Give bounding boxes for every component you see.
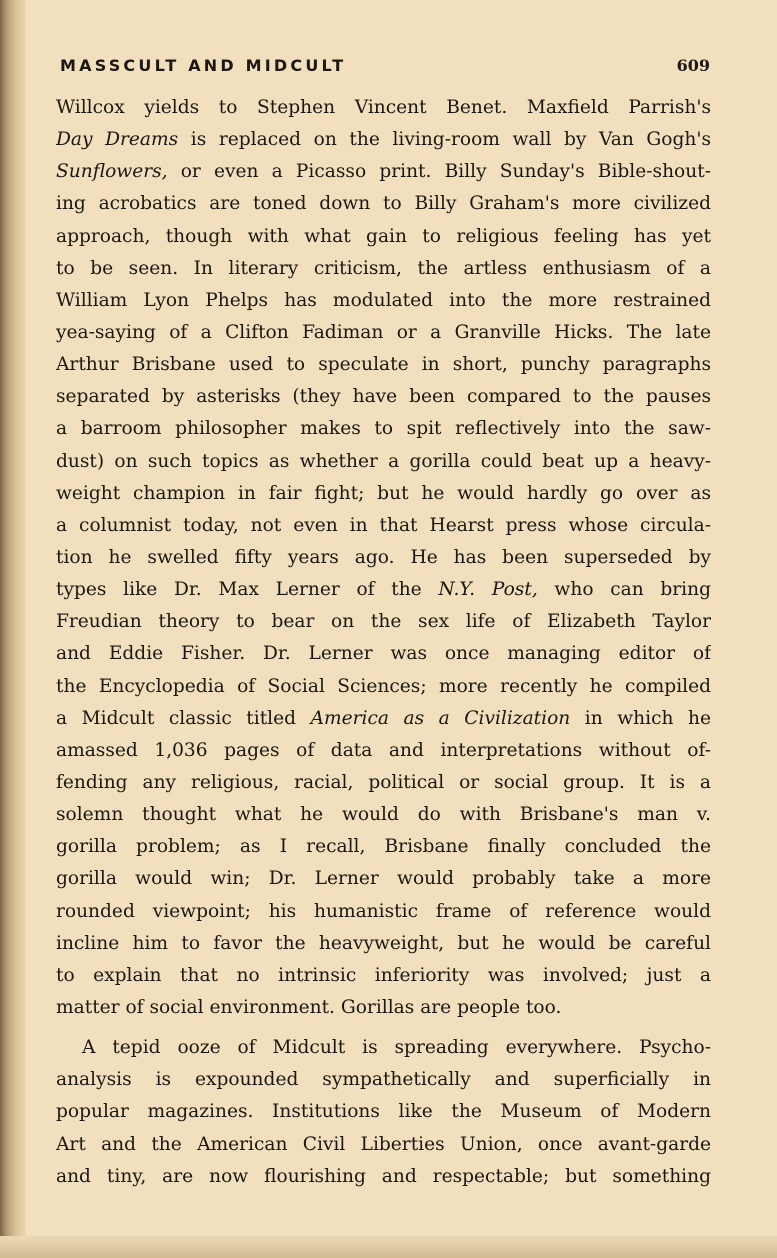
text-line	[56, 831, 711, 863]
line-text: rounded viewpoint; his humanistic frame of reference would	[56, 900, 711, 922]
body-text	[56, 92, 711, 1193]
text-line	[56, 928, 711, 960]
text-line	[56, 188, 711, 220]
text-line	[56, 542, 711, 574]
text-line	[56, 638, 711, 670]
line-text: tion he swelled fifty years ago. He has been superseded by	[56, 546, 711, 568]
text-line	[56, 735, 711, 767]
line-text: a columnist today, not even in that Hearst press whose circula-	[56, 514, 711, 536]
text-line	[56, 478, 711, 510]
line-text: incline him to favor the heavyweight, but he would be careful	[56, 932, 711, 954]
line-text: or even a Picasso print. Billy Sunday's Bible-shout-	[167, 161, 711, 183]
text-line	[56, 92, 711, 124]
line-text: and Eddie Fisher. Dr. Lerner was once managing editor of	[56, 643, 711, 665]
line-text: to be seen. In literary criticism, the artless enthusiasm of a	[56, 257, 711, 279]
page-bottom-edge	[0, 1236, 777, 1258]
paragraph-gap	[56, 1024, 711, 1032]
text-line	[56, 606, 711, 638]
line-text: Willcox yields to Stephen Vincent Benet. Maxfield Parrish's	[56, 97, 711, 118]
text-line	[56, 446, 711, 478]
line-text: a barroom philosopher makes to spit reflectively into the saw-	[56, 418, 711, 440]
line-text: dust) on such topics as whether a gorilla could beat up a heavy-	[56, 450, 711, 472]
line-text: is replaced on the living-room wall by Van Gogh's	[178, 129, 711, 151]
line-text: and tiny, are now flourishing and respectable; but something	[56, 1165, 711, 1187]
text-line	[56, 156, 711, 188]
text-line	[56, 510, 711, 542]
running-head-title: MASSCULT AND MIDCULT	[60, 56, 347, 75]
text-line	[56, 1096, 711, 1128]
line-text: fending any religious, racial, political or social group. It is a	[56, 771, 711, 793]
text-line	[56, 285, 711, 317]
page-gutter-shadow	[0, 0, 26, 1258]
text-line	[56, 992, 711, 1024]
line-text: to explain that no intrinsic inferiority was involved; just a	[56, 964, 711, 986]
line-text: the Encyclopedia of Social Sciences; more recently he compiled	[56, 675, 711, 697]
line-text: gorilla problem; as I recall, Brisbane finally concluded the	[56, 836, 711, 858]
line-text: approach, though with what gain to religious feeling has yet	[56, 225, 711, 247]
line-text: Art and the American Civil Liberties Union, once avant-garde	[56, 1133, 711, 1155]
text-line	[56, 1161, 711, 1193]
italic-title: Day Dreams	[56, 129, 179, 151]
line-text: Arthur Brisbane used to speculate in short, punchy paragraphs	[56, 354, 711, 376]
page-number: 609	[676, 56, 710, 75]
italic-title: N.Y. Post,	[438, 579, 538, 601]
line-text: who can bring	[537, 579, 711, 601]
text-line	[56, 317, 711, 349]
line-text: types like Dr. Max Lerner of the	[56, 579, 439, 601]
text-line	[56, 960, 711, 992]
text-line	[56, 349, 711, 381]
text-line	[56, 863, 711, 895]
text-line	[56, 253, 711, 285]
italic-title: America as a Civilization	[310, 707, 571, 729]
text-line	[56, 1032, 711, 1064]
text-line	[56, 574, 711, 606]
text-line	[56, 896, 711, 928]
running-head	[60, 56, 710, 80]
text-line	[56, 671, 711, 703]
line-text: yea-saying of a Clifton Fadiman or a Granville Hicks. The late	[56, 321, 711, 343]
text-line	[56, 221, 711, 253]
line-text: ing acrobatics are toned down to Billy Graham's more civilized	[56, 193, 711, 215]
line-text: A tepid ooze of Midcult is spreading everywhere. Psycho-	[82, 1037, 711, 1059]
line-text: solemn thought what he would do with Brisbane's man v.	[56, 804, 711, 826]
line-text: weight champion in fair fight; but he would hardly go over as	[56, 482, 711, 504]
line-text: Freudian theory to bear on the sex life of Elizabeth Taylor	[56, 611, 711, 633]
text-line	[56, 703, 711, 735]
line-text: in which he	[570, 707, 711, 729]
line-text: gorilla would win; Dr. Lerner would probably take a more	[56, 868, 711, 890]
text-line	[56, 799, 711, 831]
text-line	[56, 413, 711, 445]
text-line	[56, 124, 711, 156]
line-text: analysis is expounded sympathetically and superficially in	[56, 1069, 711, 1091]
line-text: William Lyon Phelps has modulated into the more restrained	[56, 289, 711, 311]
line-text: a Midcult classic titled	[56, 707, 311, 729]
italic-title: Sunflowers,	[56, 161, 168, 183]
text-line	[56, 381, 711, 413]
line-text: amassed 1,036 pages of data and interpretations without of-	[56, 739, 711, 761]
line-text: matter of social environment. Gorillas are people too.	[56, 996, 562, 1018]
text-line	[56, 767, 711, 799]
line-text: separated by asterisks (they have been compared to the pauses	[56, 386, 711, 408]
line-text: popular magazines. Institutions like the Museum of Modern	[56, 1101, 711, 1123]
text-line	[56, 1064, 711, 1096]
text-line	[56, 1129, 711, 1161]
